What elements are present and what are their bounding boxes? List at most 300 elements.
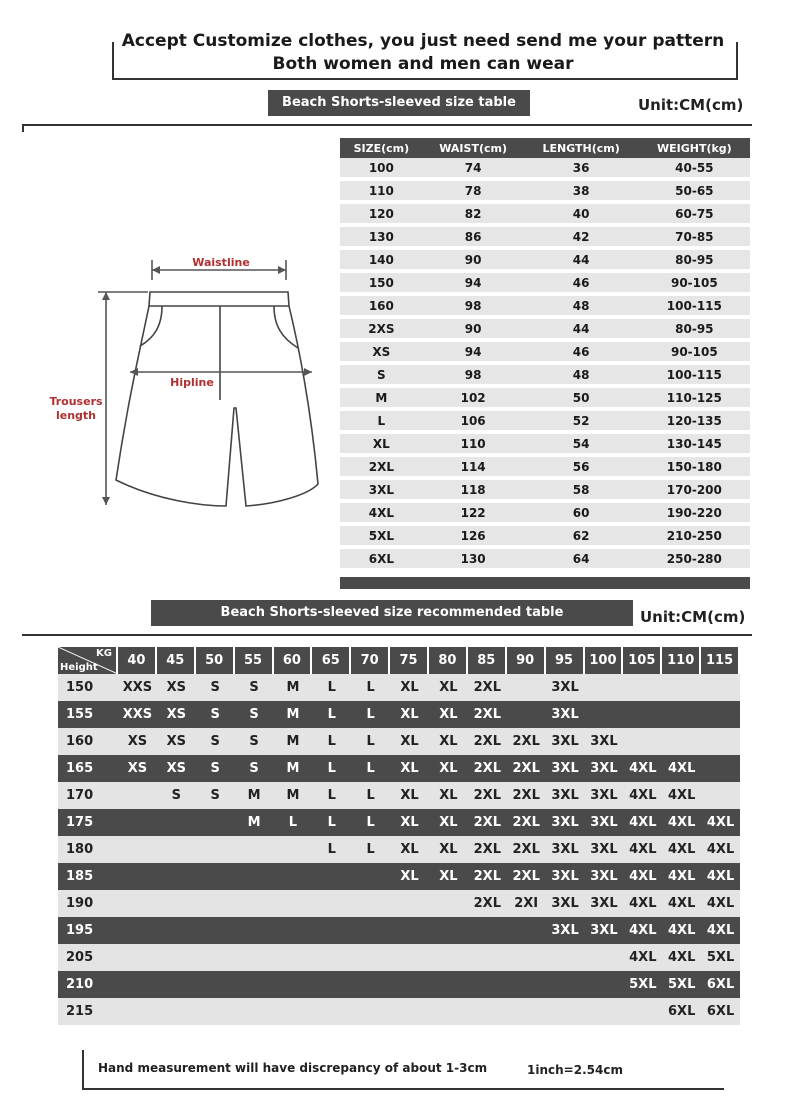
size-cell: 3XL — [585, 809, 624, 836]
trousers-length-label-2: length — [55, 409, 97, 422]
size-cell: XL — [390, 809, 429, 836]
size-cell — [662, 674, 701, 701]
size-cell: 5XL — [662, 971, 701, 998]
size-cell: 3XL — [585, 755, 624, 782]
size-table-row — [340, 480, 750, 503]
size-cell: 2XL — [468, 809, 507, 836]
size-cell: S — [235, 701, 274, 728]
size-cell: XL — [390, 782, 429, 809]
size-cell: L — [312, 836, 351, 863]
size-cell — [507, 971, 546, 998]
size-cell: 4XL — [701, 890, 740, 917]
size-cell — [701, 701, 740, 728]
size-cell — [390, 890, 429, 917]
size-cell — [118, 782, 157, 809]
size-cell — [507, 998, 546, 1025]
size-cell — [351, 917, 390, 944]
recommended-table — [58, 647, 740, 1025]
size-cell: XL — [390, 728, 429, 755]
size-table-row — [340, 204, 750, 227]
size-cell: XXS — [118, 674, 157, 701]
size-cell: XL — [390, 836, 429, 863]
size-table-cell: 52 — [524, 411, 639, 434]
size-cell: 3XL — [546, 728, 585, 755]
recommended-row — [58, 755, 740, 782]
size-cell: 3XL — [585, 863, 624, 890]
size-cell: 4XL — [623, 782, 662, 809]
recommended-row — [58, 998, 740, 1025]
size-table-cell: 36 — [524, 158, 639, 181]
size-cell: L — [351, 701, 390, 728]
size-table-cell: 170-200 — [639, 480, 750, 503]
trousers-length-label-1: Trousers — [49, 395, 103, 408]
size-table-cell: 130 — [423, 549, 524, 572]
size-cell: 3XL — [546, 917, 585, 944]
size-cell — [507, 944, 546, 971]
weight-header: 105 — [623, 647, 662, 674]
size-cell — [235, 944, 274, 971]
size-cell — [196, 971, 235, 998]
kg-height-corner — [58, 647, 118, 674]
size-table-cell: 44 — [524, 319, 639, 342]
size-cell — [623, 701, 662, 728]
weight-header: 80 — [429, 647, 468, 674]
divider-top — [22, 124, 752, 126]
shorts-diagram — [36, 200, 336, 530]
header-line-2: Both women and men can wear — [272, 54, 574, 74]
weight-header: 50 — [196, 647, 235, 674]
size-table-cell: XS — [340, 342, 423, 365]
size-cell — [235, 998, 274, 1025]
size-cell: XS — [157, 674, 196, 701]
size-table-cell: 44 — [524, 250, 639, 273]
size-cell: XS — [157, 755, 196, 782]
size-cell: XL — [429, 728, 468, 755]
size-cell — [662, 728, 701, 755]
recommended-row — [58, 944, 740, 971]
size-table-cell: 94 — [423, 342, 524, 365]
size-table-cell: 126 — [423, 526, 524, 549]
size-cell — [585, 971, 624, 998]
size-table-cell: 90 — [423, 250, 524, 273]
size-cell: 3XL — [546, 755, 585, 782]
size-table-cell: 94 — [423, 273, 524, 296]
height-cell: 170 — [58, 782, 118, 809]
size-table-cell: 110 — [423, 434, 524, 457]
size-cell: 2XL — [468, 701, 507, 728]
col-length: LENGTH(cm) — [524, 138, 639, 158]
size-cell — [196, 863, 235, 890]
size-table-row — [340, 365, 750, 388]
size-cell — [274, 890, 313, 917]
size-cell: XL — [429, 782, 468, 809]
size-cell — [235, 836, 274, 863]
size-table-cell: 78 — [423, 181, 524, 204]
size-cell: XL — [429, 836, 468, 863]
recommended-row — [58, 863, 740, 890]
size-cell — [351, 944, 390, 971]
size-table-cell: 90 — [423, 319, 524, 342]
size-table-cell: 100-115 — [639, 365, 750, 388]
weight-header: 45 — [157, 647, 196, 674]
size-cell: 4XL — [662, 917, 701, 944]
size-cell: 3XL — [546, 701, 585, 728]
size-cell — [507, 701, 546, 728]
size-cell: L — [351, 809, 390, 836]
height-cell: 175 — [58, 809, 118, 836]
size-table-cell: S — [340, 365, 423, 388]
size-cell — [507, 674, 546, 701]
size-table-cell: 3XL — [340, 480, 423, 503]
weight-header: 85 — [468, 647, 507, 674]
size-table-cell: 120 — [340, 204, 423, 227]
size-cell — [468, 971, 507, 998]
recommended-row — [58, 836, 740, 863]
weight-header: 100 — [585, 647, 624, 674]
weight-header: 110 — [662, 647, 701, 674]
size-cell: XL — [390, 863, 429, 890]
size-cell: 3XL — [546, 809, 585, 836]
size-cell — [429, 971, 468, 998]
size-cell — [390, 917, 429, 944]
recommended-row — [58, 728, 740, 755]
size-cell: 3XL — [585, 917, 624, 944]
size-cell: S — [235, 674, 274, 701]
recommended-banner: Beach Shorts-sleeved size recommended table — [151, 600, 633, 626]
size-cell — [351, 863, 390, 890]
size-table-cell: 46 — [524, 273, 639, 296]
size-cell — [585, 701, 624, 728]
size-table-cell: 80-95 — [639, 250, 750, 273]
size-cell: S — [196, 782, 235, 809]
weight-header: 95 — [546, 647, 585, 674]
size-cell: 3XL — [585, 728, 624, 755]
size-cell: 3XL — [546, 863, 585, 890]
recommended-header — [58, 647, 740, 674]
size-table-unit: Unit:CM(cm) — [638, 96, 744, 114]
size-cell — [235, 917, 274, 944]
shorts-outline — [116, 306, 318, 506]
size-cell: XL — [429, 755, 468, 782]
size-table — [340, 138, 750, 572]
size-table-cell: 98 — [423, 296, 524, 319]
divider-middle — [22, 634, 752, 636]
size-table-footer-bar — [340, 577, 750, 589]
size-cell — [157, 836, 196, 863]
size-cell: 4XL — [701, 917, 740, 944]
size-cell: 3XL — [546, 890, 585, 917]
size-cell — [118, 917, 157, 944]
size-table-cell: 130 — [340, 227, 423, 250]
corner-kg-label: KG — [96, 648, 112, 659]
size-cell — [351, 890, 390, 917]
size-cell: XS — [118, 755, 157, 782]
size-cell — [196, 890, 235, 917]
size-cell: 4XL — [623, 917, 662, 944]
recommended-unit: Unit:CM(cm) — [640, 608, 746, 626]
size-cell: XL — [390, 701, 429, 728]
size-cell — [312, 944, 351, 971]
size-cell: L — [351, 836, 390, 863]
size-cell: XL — [390, 674, 429, 701]
size-cell: XL — [429, 701, 468, 728]
size-cell — [585, 944, 624, 971]
size-cell: 4XL — [623, 863, 662, 890]
size-cell: L — [351, 755, 390, 782]
size-table-cell: 2XS — [340, 319, 423, 342]
size-table-row — [340, 250, 750, 273]
size-cell — [546, 944, 585, 971]
size-cell: M — [274, 782, 313, 809]
size-cell: M — [235, 782, 274, 809]
size-table-row — [340, 549, 750, 572]
size-cell — [390, 944, 429, 971]
size-cell: L — [351, 782, 390, 809]
size-table-cell: 150 — [340, 273, 423, 296]
size-table-cell: 210-250 — [639, 526, 750, 549]
size-cell — [196, 809, 235, 836]
size-cell — [468, 944, 507, 971]
height-cell: 215 — [58, 998, 118, 1025]
size-table-cell: 6XL — [340, 549, 423, 572]
size-table-cell: 140 — [340, 250, 423, 273]
size-cell — [235, 863, 274, 890]
recommended-row — [58, 917, 740, 944]
size-cell: 2XL — [507, 809, 546, 836]
size-cell: 4XL — [662, 944, 701, 971]
size-cell — [118, 998, 157, 1025]
size-table-cell: 50 — [524, 388, 639, 411]
size-table-cell: 110-125 — [639, 388, 750, 411]
size-cell: L — [351, 728, 390, 755]
size-table-cell: 42 — [524, 227, 639, 250]
size-cell — [507, 917, 546, 944]
size-table-cell: 110 — [340, 181, 423, 204]
size-table-row — [340, 411, 750, 434]
size-cell: 4XL — [623, 890, 662, 917]
size-cell: L — [312, 809, 351, 836]
size-cell: S — [196, 755, 235, 782]
size-cell — [274, 971, 313, 998]
size-cell: S — [196, 674, 235, 701]
size-cell — [274, 836, 313, 863]
size-cell — [585, 998, 624, 1025]
size-cell: 2XL — [468, 728, 507, 755]
size-cell: XL — [429, 809, 468, 836]
size-table-cell: 64 — [524, 549, 639, 572]
size-cell: 4XL — [623, 755, 662, 782]
size-table-row — [340, 388, 750, 411]
size-cell — [390, 971, 429, 998]
size-cell — [157, 917, 196, 944]
size-cell: XL — [429, 863, 468, 890]
size-cell — [157, 809, 196, 836]
size-cell: 3XL — [546, 782, 585, 809]
size-table-cell: 56 — [524, 457, 639, 480]
size-table-cell: 54 — [524, 434, 639, 457]
size-cell — [157, 971, 196, 998]
height-cell: 195 — [58, 917, 118, 944]
size-table-cell: 102 — [423, 388, 524, 411]
size-table-row — [340, 526, 750, 549]
size-cell: 6XL — [662, 998, 701, 1025]
size-cell: 4XL — [662, 890, 701, 917]
weight-header: 115 — [701, 647, 740, 674]
size-cell: S — [196, 728, 235, 755]
size-cell: 4XL — [662, 782, 701, 809]
size-cell: 3XL — [585, 890, 624, 917]
size-cell: S — [157, 782, 196, 809]
size-cell — [118, 971, 157, 998]
height-cell: 210 — [58, 971, 118, 998]
size-cell — [118, 890, 157, 917]
weight-header: 90 — [507, 647, 546, 674]
size-cell: S — [235, 728, 274, 755]
size-cell — [274, 917, 313, 944]
size-cell: 2XL — [507, 728, 546, 755]
size-cell: 2XL — [468, 863, 507, 890]
size-table-row — [340, 457, 750, 480]
size-table-cell: 40 — [524, 204, 639, 227]
size-cell: S — [196, 701, 235, 728]
size-table-cell: 250-280 — [639, 549, 750, 572]
size-cell: 6XL — [701, 971, 740, 998]
size-cell: 2XL — [468, 755, 507, 782]
size-table-cell: 38 — [524, 181, 639, 204]
recommended-row — [58, 674, 740, 701]
size-cell: 2XL — [507, 836, 546, 863]
size-table-cell: 100-115 — [639, 296, 750, 319]
footer-conversion: 1inch=2.54cm — [527, 1063, 623, 1077]
size-table-cell: 4XL — [340, 503, 423, 526]
weight-header: 60 — [274, 647, 313, 674]
size-cell — [662, 701, 701, 728]
size-cell — [623, 674, 662, 701]
size-cell — [196, 836, 235, 863]
size-cell: L — [274, 809, 313, 836]
size-cell — [196, 944, 235, 971]
height-cell: 180 — [58, 836, 118, 863]
size-table-cell: 100 — [340, 158, 423, 181]
size-cell — [157, 863, 196, 890]
size-cell — [312, 971, 351, 998]
size-cell: M — [274, 674, 313, 701]
size-cell — [585, 674, 624, 701]
waistband-shape — [149, 292, 289, 306]
size-table-banner: Beach Shorts-sleeved size table — [268, 90, 530, 116]
size-cell: 2XL — [468, 890, 507, 917]
weight-header: 40 — [118, 647, 157, 674]
size-table-cell: 90-105 — [639, 342, 750, 365]
col-waist: WAIST(cm) — [423, 138, 524, 158]
weight-header: 65 — [312, 647, 351, 674]
size-table-cell: 46 — [524, 342, 639, 365]
size-table-cell: M — [340, 388, 423, 411]
weight-header: 55 — [235, 647, 274, 674]
size-cell — [157, 998, 196, 1025]
waistline-label: Waistline — [192, 256, 250, 269]
size-cell: 4XL — [701, 809, 740, 836]
size-cell — [623, 998, 662, 1025]
size-table-cell: 48 — [524, 365, 639, 388]
size-cell — [274, 863, 313, 890]
size-cell — [118, 836, 157, 863]
size-cell: L — [312, 755, 351, 782]
size-table-cell: 58 — [524, 480, 639, 503]
size-cell: 2XL — [468, 836, 507, 863]
size-cell — [157, 890, 196, 917]
recommended-row — [58, 782, 740, 809]
size-cell — [468, 998, 507, 1025]
size-cell — [701, 755, 740, 782]
size-table-cell: 98 — [423, 365, 524, 388]
size-table-row — [340, 296, 750, 319]
size-table-cell: 120-135 — [639, 411, 750, 434]
size-table-row — [340, 434, 750, 457]
size-cell — [429, 890, 468, 917]
col-weight: WEIGHT(kg) — [639, 138, 750, 158]
size-table-cell: 150-180 — [639, 457, 750, 480]
size-cell: XL — [429, 674, 468, 701]
corner-height-label: Height — [60, 662, 98, 673]
size-cell — [546, 971, 585, 998]
size-cell: 2XI — [507, 890, 546, 917]
hipline-label: Hipline — [170, 376, 214, 389]
size-table-row — [340, 181, 750, 204]
size-table-cell: 50-65 — [639, 181, 750, 204]
size-cell — [390, 998, 429, 1025]
size-cell: 3XL — [585, 836, 624, 863]
size-table-cell: 86 — [423, 227, 524, 250]
size-cell — [118, 809, 157, 836]
size-table-cell: 5XL — [340, 526, 423, 549]
size-table-cell: 130-145 — [639, 434, 750, 457]
size-table-cell: 80-95 — [639, 319, 750, 342]
size-table-cell: 160 — [340, 296, 423, 319]
size-cell — [157, 944, 196, 971]
size-cell: 3XL — [546, 674, 585, 701]
size-cell: L — [312, 701, 351, 728]
size-table-cell: 60-75 — [639, 204, 750, 227]
size-cell — [196, 917, 235, 944]
size-cell — [118, 944, 157, 971]
size-cell — [429, 917, 468, 944]
weight-header: 75 — [390, 647, 429, 674]
size-cell: S — [235, 755, 274, 782]
size-table-row — [340, 227, 750, 250]
size-cell — [623, 728, 662, 755]
recommended-row — [58, 890, 740, 917]
size-cell: XL — [390, 755, 429, 782]
height-cell: 190 — [58, 890, 118, 917]
size-cell: 2XL — [507, 863, 546, 890]
size-cell — [701, 782, 740, 809]
size-cell — [235, 971, 274, 998]
size-cell: M — [235, 809, 274, 836]
size-cell: XXS — [118, 701, 157, 728]
size-cell: XS — [118, 728, 157, 755]
size-cell — [351, 998, 390, 1025]
size-cell: 4XL — [701, 836, 740, 863]
size-table-cell: L — [340, 411, 423, 434]
size-cell: 6XL — [701, 998, 740, 1025]
size-table-cell: 82 — [423, 204, 524, 227]
height-cell: 155 — [58, 701, 118, 728]
size-cell — [468, 917, 507, 944]
height-cell: 185 — [58, 863, 118, 890]
header-line-1: Accept Customize clothes, you just need send me your pattern — [121, 31, 725, 51]
size-table-cell: 48 — [524, 296, 639, 319]
